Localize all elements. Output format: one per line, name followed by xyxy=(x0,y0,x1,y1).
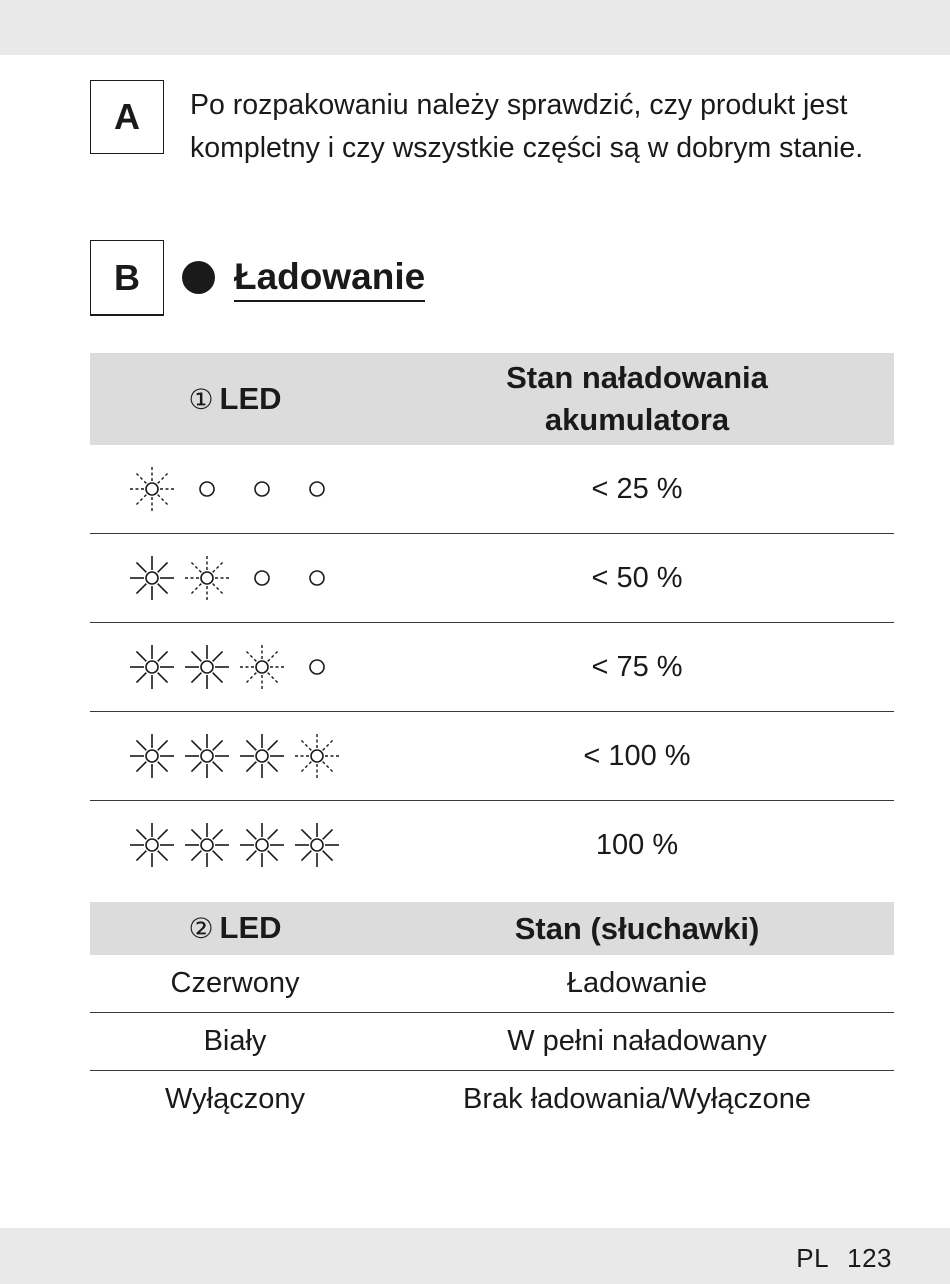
table-row xyxy=(90,1013,894,1071)
headphone-state-table xyxy=(90,902,894,1128)
section-title: Ładowanie xyxy=(234,254,425,302)
top-band xyxy=(0,0,950,55)
table-row xyxy=(90,801,894,890)
led-indicator-cell xyxy=(90,445,380,534)
table-row xyxy=(90,1071,894,1129)
header-led xyxy=(90,902,380,955)
headphone-state-value: W pełni naładowany xyxy=(380,1013,894,1071)
led-color: Biały xyxy=(90,1013,380,1071)
header-led-label: LED xyxy=(219,380,282,416)
header-charge-state-line2: akumulatora xyxy=(544,402,730,437)
charge-state-value: < 25 % xyxy=(380,445,894,534)
led-indicators xyxy=(124,457,364,521)
led-indicators xyxy=(124,635,364,699)
led-blinking-icon xyxy=(240,645,284,689)
table-row xyxy=(90,445,894,534)
led-on-icon xyxy=(240,823,284,867)
led-on-icon xyxy=(295,823,339,867)
led-on-icon xyxy=(185,734,229,778)
table-header-row xyxy=(90,353,894,445)
led-number-1: ① xyxy=(188,382,214,416)
led-on-icon xyxy=(185,823,229,867)
led-on-icon xyxy=(240,734,284,778)
page-footer xyxy=(796,1243,892,1274)
led-off-icon xyxy=(255,482,269,496)
header-led-label: LED xyxy=(219,910,282,945)
bullet-icon xyxy=(182,261,215,294)
led-off-icon xyxy=(255,571,269,585)
led-off-icon xyxy=(200,482,214,496)
led-indicator-cell xyxy=(90,623,380,712)
page-number: 123 xyxy=(847,1243,892,1273)
led-indicator-cell xyxy=(90,534,380,623)
table-header-row xyxy=(90,902,894,955)
charge-state-value: < 75 % xyxy=(380,623,894,712)
led-on-icon xyxy=(130,645,174,689)
led-indicators xyxy=(124,724,364,788)
step-label-b: B xyxy=(90,240,164,316)
language-code: PL xyxy=(796,1243,830,1273)
led-on-icon xyxy=(185,645,229,689)
led-off-icon xyxy=(310,571,324,585)
headphone-state-value: Brak ładowania/Wyłączone xyxy=(463,1083,811,1115)
table-row xyxy=(90,623,894,712)
table-row xyxy=(90,955,894,1013)
header-charge-state-line1: Stan naładowania xyxy=(506,360,768,395)
led-color: Wyłączony xyxy=(165,1083,305,1115)
led-on-icon xyxy=(130,823,174,867)
headphone-state-value: Ładowanie xyxy=(380,955,894,1013)
led-on-icon xyxy=(130,734,174,778)
led-indicators xyxy=(124,546,364,610)
led-off-icon xyxy=(310,660,324,674)
led-blinking-icon xyxy=(295,734,339,778)
led-indicator-cell xyxy=(90,712,380,801)
charge-state-value: < 100 % xyxy=(380,712,894,801)
header-headphone-state: Stan (słuchawki) xyxy=(380,902,894,955)
led-color: Czerwony xyxy=(90,955,380,1013)
led-off-icon xyxy=(310,482,324,496)
table-row xyxy=(90,712,894,801)
header-charge-state xyxy=(380,353,894,445)
led-indicator-cell xyxy=(90,801,380,890)
led-number-2: ② xyxy=(188,912,214,945)
table-row xyxy=(90,534,894,623)
led-on-icon xyxy=(130,556,174,600)
step-a-text: Po rozpakowaniu należy sprawdzić, czy produkt jest kompletny i czy wszystkie części są w dobrym stanie. xyxy=(190,89,864,164)
step-label-a: A xyxy=(90,80,164,154)
charge-level-table xyxy=(90,353,894,889)
led-blinking-icon xyxy=(130,467,174,511)
charge-state-value: 100 % xyxy=(595,828,679,861)
led-blinking-icon xyxy=(185,556,229,600)
charge-state-value: < 50 % xyxy=(380,534,894,623)
header-led xyxy=(90,353,380,445)
led-indicators xyxy=(124,813,364,877)
